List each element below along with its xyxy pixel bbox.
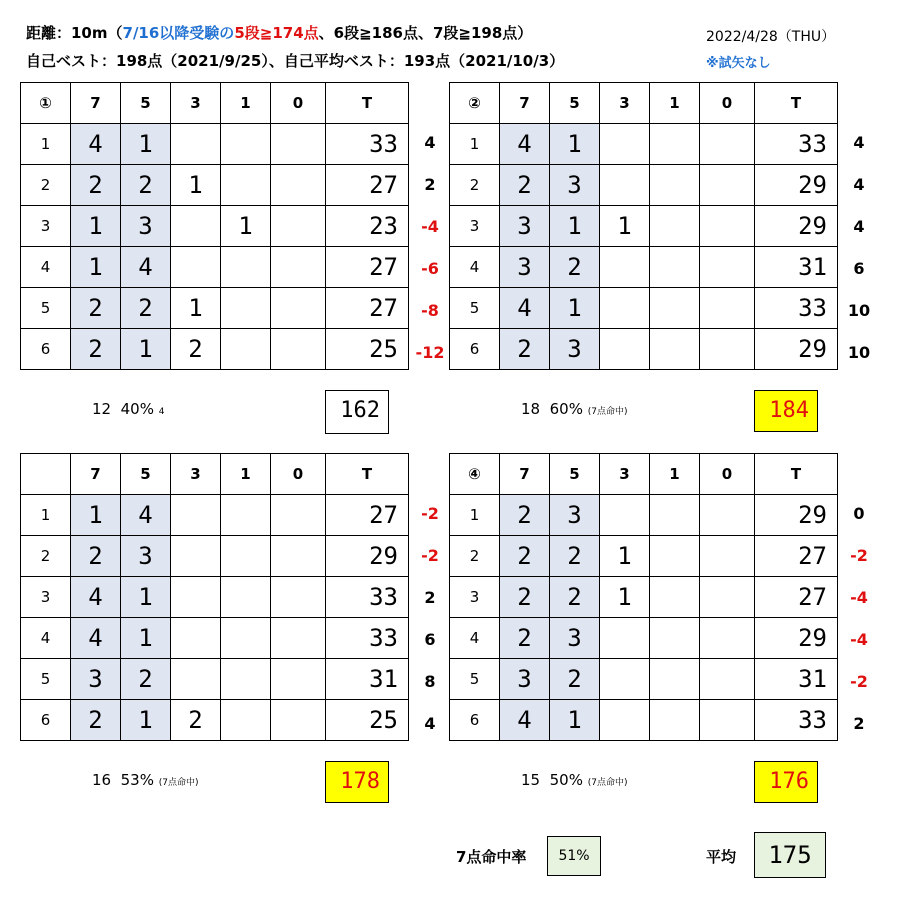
score-table bbox=[449, 82, 838, 370]
count-cell-7: 3 bbox=[500, 206, 550, 247]
count-cell-5: 3 bbox=[550, 165, 600, 206]
count-cell-3 bbox=[600, 329, 650, 370]
count-cell-0 bbox=[700, 700, 755, 741]
count-cell-1 bbox=[650, 124, 700, 165]
count-cell-3 bbox=[600, 247, 650, 288]
column-header: 5 bbox=[550, 454, 600, 495]
count-cell-5: 2 bbox=[121, 659, 171, 700]
score-table bbox=[449, 453, 838, 741]
count-cell-3 bbox=[171, 659, 221, 700]
count-cell-0 bbox=[271, 124, 326, 165]
table-row bbox=[450, 577, 838, 618]
count-cell-7: 2 bbox=[500, 329, 550, 370]
end-total: 33 bbox=[755, 288, 838, 329]
count-cell-3 bbox=[600, 495, 650, 536]
column-header: 0 bbox=[700, 454, 755, 495]
table-row bbox=[450, 165, 838, 206]
end-total: 23 bbox=[326, 206, 409, 247]
count-cell-0 bbox=[700, 536, 755, 577]
count-cell-7: 1 bbox=[71, 495, 121, 536]
count-cell-7: 2 bbox=[71, 536, 121, 577]
count-cell-7: 2 bbox=[500, 536, 550, 577]
hit-count: 18 bbox=[521, 400, 541, 418]
count-cell-3 bbox=[600, 288, 650, 329]
column-header: T bbox=[755, 83, 838, 124]
count-cell-7: 4 bbox=[71, 618, 121, 659]
running-diff: 4 bbox=[424, 133, 436, 152]
count-cell-1 bbox=[221, 495, 271, 536]
end-number: 1 bbox=[450, 495, 500, 536]
count-cell-7: 4 bbox=[500, 124, 550, 165]
count-cell-7: 3 bbox=[500, 659, 550, 700]
end-total: 33 bbox=[755, 700, 838, 741]
hit-rate: 53% bbox=[120, 771, 154, 789]
count-cell-5: 2 bbox=[550, 659, 600, 700]
set-total: 184 bbox=[754, 390, 818, 432]
hit-summary bbox=[92, 400, 165, 418]
table-row bbox=[21, 577, 409, 618]
count-cell-0 bbox=[700, 165, 755, 206]
end-number: 3 bbox=[21, 206, 71, 247]
end-number: 6 bbox=[450, 329, 500, 370]
column-header: 7 bbox=[500, 454, 550, 495]
note-label: ※試矢なし bbox=[706, 56, 771, 71]
count-cell-5: 1 bbox=[121, 124, 171, 165]
end-number: 5 bbox=[21, 659, 71, 700]
count-cell-0 bbox=[271, 700, 326, 741]
score-sheet-3 bbox=[20, 453, 439, 794]
count-cell-1 bbox=[650, 165, 700, 206]
count-cell-7: 4 bbox=[71, 124, 121, 165]
count-cell-5: 1 bbox=[550, 206, 600, 247]
end-number: 4 bbox=[450, 618, 500, 659]
table-row bbox=[450, 618, 838, 659]
personal-best-line: 自己ベスト：198点（2021/9/25）、自己平均ベスト：193点（2021/10/3） bbox=[26, 52, 565, 70]
column-header: 7 bbox=[71, 83, 121, 124]
hit-rate-note: (7点命中) bbox=[158, 778, 199, 788]
running-diff: 10 bbox=[847, 301, 871, 320]
end-number: 5 bbox=[450, 659, 500, 700]
count-cell-3 bbox=[171, 577, 221, 618]
count-cell-1 bbox=[650, 700, 700, 741]
running-diff: 0 bbox=[853, 504, 865, 523]
end-total: 27 bbox=[326, 495, 409, 536]
end-number: 4 bbox=[21, 618, 71, 659]
end-number: 6 bbox=[450, 700, 500, 741]
running-diff: -4 bbox=[850, 588, 868, 607]
count-cell-3: 2 bbox=[171, 329, 221, 370]
table-row bbox=[450, 206, 838, 247]
count-cell-1: 1 bbox=[221, 206, 271, 247]
table-row bbox=[450, 659, 838, 700]
end-total: 27 bbox=[326, 247, 409, 288]
count-cell-7: 3 bbox=[500, 247, 550, 288]
end-number: 2 bbox=[450, 165, 500, 206]
count-cell-3: 1 bbox=[171, 288, 221, 329]
end-number: 2 bbox=[21, 165, 71, 206]
column-header: T bbox=[326, 83, 409, 124]
end-number: 1 bbox=[21, 495, 71, 536]
table-row bbox=[450, 288, 838, 329]
score-sheet-2 bbox=[449, 82, 871, 423]
set-total: 162 bbox=[325, 390, 389, 434]
table-row bbox=[450, 700, 838, 741]
count-cell-5: 1 bbox=[121, 329, 171, 370]
table-row bbox=[21, 536, 409, 577]
count-cell-3: 1 bbox=[600, 536, 650, 577]
end-total: 33 bbox=[326, 124, 409, 165]
count-cell-5: 2 bbox=[550, 247, 600, 288]
count-cell-5: 1 bbox=[550, 288, 600, 329]
hit-rate: 50% bbox=[549, 771, 583, 789]
running-diff: 2 bbox=[424, 175, 436, 194]
count-cell-1 bbox=[221, 165, 271, 206]
running-diff: -6 bbox=[421, 259, 439, 278]
column-header: 0 bbox=[700, 83, 755, 124]
running-diff: 4 bbox=[853, 175, 865, 194]
score-sheet-1 bbox=[20, 82, 445, 423]
running-diff: -4 bbox=[421, 217, 439, 236]
hit-count: 16 bbox=[92, 771, 112, 789]
count-cell-0 bbox=[271, 247, 326, 288]
count-cell-1 bbox=[221, 577, 271, 618]
end-total: 25 bbox=[326, 329, 409, 370]
column-header: 3 bbox=[171, 454, 221, 495]
count-cell-5: 3 bbox=[550, 329, 600, 370]
count-cell-3 bbox=[600, 700, 650, 741]
count-cell-0 bbox=[700, 577, 755, 618]
count-cell-7: 3 bbox=[71, 659, 121, 700]
set-total: 178 bbox=[325, 761, 389, 803]
running-diff: 2 bbox=[424, 588, 436, 607]
count-cell-5: 2 bbox=[121, 288, 171, 329]
column-header: 5 bbox=[121, 83, 171, 124]
end-total: 29 bbox=[755, 618, 838, 659]
count-cell-7: 2 bbox=[500, 577, 550, 618]
count-cell-1 bbox=[650, 536, 700, 577]
column-header: 1 bbox=[221, 454, 271, 495]
count-cell-1 bbox=[650, 659, 700, 700]
running-diff: 6 bbox=[853, 259, 865, 278]
count-cell-7: 4 bbox=[71, 577, 121, 618]
end-total: 29 bbox=[326, 536, 409, 577]
table-row bbox=[21, 247, 409, 288]
set-label: ② bbox=[450, 83, 500, 124]
column-header: 5 bbox=[121, 454, 171, 495]
count-cell-3 bbox=[600, 659, 650, 700]
end-total: 33 bbox=[326, 618, 409, 659]
count-cell-5: 2 bbox=[550, 536, 600, 577]
end-number: 5 bbox=[450, 288, 500, 329]
table-row bbox=[450, 329, 838, 370]
count-cell-0 bbox=[700, 659, 755, 700]
count-cell-0 bbox=[700, 288, 755, 329]
column-header: 1 bbox=[650, 83, 700, 124]
count-cell-0 bbox=[700, 618, 755, 659]
running-diff: 4 bbox=[424, 714, 436, 733]
table-row bbox=[450, 247, 838, 288]
table-row bbox=[450, 495, 838, 536]
end-number: 2 bbox=[450, 536, 500, 577]
distance-line: 距離：10m（7/16以降受験の5段≧174点、6段≧186点、7段≧198点） bbox=[26, 24, 533, 42]
column-header: 3 bbox=[171, 83, 221, 124]
hit-rate-box: 51% bbox=[547, 836, 601, 876]
hit-rate-note: 4 bbox=[158, 407, 165, 417]
count-cell-5: 1 bbox=[550, 700, 600, 741]
count-cell-0 bbox=[271, 577, 326, 618]
hit-summary bbox=[92, 771, 199, 789]
hit-rate-note: (7点命中) bbox=[587, 407, 628, 417]
running-diff: -2 bbox=[421, 504, 439, 523]
table-row bbox=[21, 700, 409, 741]
count-cell-0 bbox=[271, 618, 326, 659]
running-diff: -2 bbox=[850, 672, 868, 691]
running-diff: 4 bbox=[853, 133, 865, 152]
count-cell-7: 1 bbox=[71, 247, 121, 288]
running-diff: 2 bbox=[853, 714, 865, 733]
end-total: 33 bbox=[755, 124, 838, 165]
count-cell-5: 1 bbox=[121, 700, 171, 741]
count-cell-7: 2 bbox=[71, 288, 121, 329]
count-cell-5: 4 bbox=[121, 495, 171, 536]
count-cell-3 bbox=[171, 247, 221, 288]
count-cell-7: 1 bbox=[71, 206, 121, 247]
count-cell-7: 2 bbox=[500, 165, 550, 206]
count-cell-1 bbox=[650, 329, 700, 370]
hit-rate: 40% bbox=[120, 400, 154, 418]
running-diff: -4 bbox=[850, 630, 868, 649]
count-cell-7: 2 bbox=[71, 700, 121, 741]
column-header: 1 bbox=[221, 83, 271, 124]
column-header: 7 bbox=[71, 454, 121, 495]
count-cell-5: 3 bbox=[121, 206, 171, 247]
count-cell-1 bbox=[221, 700, 271, 741]
hit-rate-label: 7点命中率 bbox=[456, 848, 527, 866]
count-cell-0 bbox=[271, 288, 326, 329]
end-total: 27 bbox=[326, 288, 409, 329]
end-total: 25 bbox=[326, 700, 409, 741]
count-cell-0 bbox=[700, 247, 755, 288]
end-total: 29 bbox=[755, 206, 838, 247]
count-cell-0 bbox=[271, 329, 326, 370]
column-header: 1 bbox=[650, 454, 700, 495]
count-cell-0 bbox=[700, 329, 755, 370]
count-cell-0 bbox=[700, 206, 755, 247]
count-cell-1 bbox=[221, 536, 271, 577]
count-cell-5: 2 bbox=[121, 165, 171, 206]
count-cell-5: 1 bbox=[550, 124, 600, 165]
end-number: 3 bbox=[450, 206, 500, 247]
count-cell-7: 2 bbox=[71, 329, 121, 370]
running-diff: 6 bbox=[424, 630, 436, 649]
count-cell-3 bbox=[600, 165, 650, 206]
count-cell-3 bbox=[171, 618, 221, 659]
end-total: 27 bbox=[755, 536, 838, 577]
count-cell-1 bbox=[650, 206, 700, 247]
running-diff: -8 bbox=[421, 301, 439, 320]
end-number: 4 bbox=[450, 247, 500, 288]
table-row bbox=[450, 124, 838, 165]
count-cell-1 bbox=[650, 288, 700, 329]
end-number: 6 bbox=[21, 700, 71, 741]
count-cell-5: 2 bbox=[550, 577, 600, 618]
column-header: T bbox=[326, 454, 409, 495]
count-cell-1 bbox=[650, 577, 700, 618]
column-header: 7 bbox=[500, 83, 550, 124]
set-label: ④ bbox=[450, 454, 500, 495]
hit-summary bbox=[521, 771, 628, 789]
count-cell-0 bbox=[271, 165, 326, 206]
end-total: 27 bbox=[326, 165, 409, 206]
count-cell-0 bbox=[700, 124, 755, 165]
count-cell-7: 4 bbox=[500, 700, 550, 741]
count-cell-1 bbox=[650, 495, 700, 536]
end-total: 33 bbox=[326, 577, 409, 618]
end-number: 1 bbox=[21, 124, 71, 165]
count-cell-0 bbox=[271, 536, 326, 577]
running-diff: 10 bbox=[847, 343, 871, 362]
count-cell-0 bbox=[271, 206, 326, 247]
end-total: 31 bbox=[755, 247, 838, 288]
count-cell-3: 1 bbox=[600, 577, 650, 618]
end-number: 2 bbox=[21, 536, 71, 577]
set-label bbox=[21, 454, 71, 495]
table-row bbox=[21, 124, 409, 165]
count-cell-3 bbox=[171, 206, 221, 247]
count-cell-5: 3 bbox=[121, 536, 171, 577]
score-sheet-4 bbox=[449, 453, 868, 794]
table-row bbox=[21, 165, 409, 206]
count-cell-1 bbox=[221, 288, 271, 329]
running-diff: -2 bbox=[421, 546, 439, 565]
end-total: 29 bbox=[755, 165, 838, 206]
count-cell-1 bbox=[650, 247, 700, 288]
end-total: 31 bbox=[755, 659, 838, 700]
count-cell-7: 2 bbox=[500, 495, 550, 536]
count-cell-7: 2 bbox=[500, 618, 550, 659]
column-header: 3 bbox=[600, 454, 650, 495]
count-cell-3: 2 bbox=[171, 700, 221, 741]
count-cell-1 bbox=[221, 618, 271, 659]
end-number: 5 bbox=[21, 288, 71, 329]
hit-summary bbox=[521, 400, 628, 418]
count-cell-0 bbox=[700, 495, 755, 536]
count-cell-5: 4 bbox=[121, 247, 171, 288]
count-cell-1 bbox=[221, 247, 271, 288]
count-cell-5: 1 bbox=[121, 618, 171, 659]
count-cell-1 bbox=[650, 618, 700, 659]
end-number: 6 bbox=[21, 329, 71, 370]
count-cell-3 bbox=[600, 124, 650, 165]
average-label: 平均 bbox=[706, 848, 737, 866]
column-header: T bbox=[755, 454, 838, 495]
count-cell-3 bbox=[600, 618, 650, 659]
end-total: 27 bbox=[755, 577, 838, 618]
count-cell-7: 2 bbox=[71, 165, 121, 206]
end-total: 29 bbox=[755, 495, 838, 536]
average-box: 175 bbox=[754, 832, 826, 878]
count-cell-1 bbox=[221, 659, 271, 700]
set-label: ① bbox=[21, 83, 71, 124]
score-table bbox=[20, 82, 409, 370]
table-row bbox=[21, 659, 409, 700]
count-cell-7: 4 bbox=[500, 288, 550, 329]
table-row bbox=[450, 536, 838, 577]
count-cell-0 bbox=[271, 495, 326, 536]
hit-rate: 60% bbox=[549, 400, 583, 418]
column-header: 0 bbox=[271, 454, 326, 495]
end-total: 31 bbox=[326, 659, 409, 700]
count-cell-5: 1 bbox=[121, 577, 171, 618]
table-row bbox=[21, 206, 409, 247]
end-number: 4 bbox=[21, 247, 71, 288]
end-total: 29 bbox=[755, 329, 838, 370]
date-label: 2022/4/28（THU） bbox=[706, 29, 836, 45]
table-row bbox=[21, 495, 409, 536]
hit-rate-note: (7点命中) bbox=[587, 778, 628, 788]
running-diff: -2 bbox=[850, 546, 868, 565]
column-header: 0 bbox=[271, 83, 326, 124]
column-header: 5 bbox=[550, 83, 600, 124]
end-number: 1 bbox=[450, 124, 500, 165]
table-row bbox=[21, 329, 409, 370]
count-cell-1 bbox=[221, 124, 271, 165]
count-cell-3 bbox=[171, 124, 221, 165]
running-diff: -12 bbox=[415, 343, 445, 362]
count-cell-0 bbox=[271, 659, 326, 700]
hit-count: 15 bbox=[521, 771, 541, 789]
count-cell-3 bbox=[171, 495, 221, 536]
count-cell-3: 1 bbox=[171, 165, 221, 206]
hit-count: 12 bbox=[92, 400, 112, 418]
set-total: 176 bbox=[754, 761, 818, 803]
table-row bbox=[21, 618, 409, 659]
count-cell-5: 3 bbox=[550, 495, 600, 536]
end-number: 3 bbox=[450, 577, 500, 618]
score-table bbox=[20, 453, 409, 741]
running-diff: 4 bbox=[853, 217, 865, 236]
count-cell-3 bbox=[171, 536, 221, 577]
count-cell-3: 1 bbox=[600, 206, 650, 247]
count-cell-5: 3 bbox=[550, 618, 600, 659]
end-number: 3 bbox=[21, 577, 71, 618]
running-diff: 8 bbox=[424, 672, 436, 691]
table-row bbox=[21, 288, 409, 329]
count-cell-1 bbox=[221, 329, 271, 370]
column-header: 3 bbox=[600, 83, 650, 124]
